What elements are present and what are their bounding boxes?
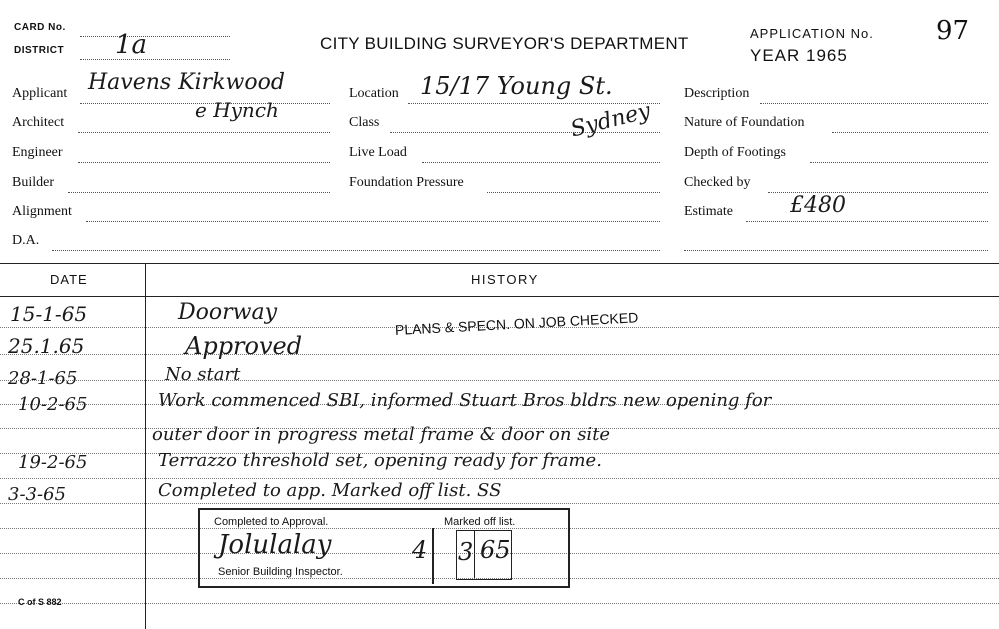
history-date-6: 19-2-65 — [18, 452, 88, 473]
location-value-2: Sydney — [568, 98, 654, 143]
stamp-marked-label: Marked off list. — [444, 516, 516, 528]
history-text-3: No start — [165, 364, 241, 385]
department-title: CITY BUILDING SURVEYOR'S DEPARTMENT — [320, 34, 689, 53]
stamped-note: PLANS & SPECN. ON JOB CHECKED — [394, 309, 639, 338]
stamp-divider — [432, 528, 434, 584]
estimate-label: Estimate — [684, 204, 733, 219]
applicant-label: Applicant — [12, 86, 68, 101]
year-label: YEAR 1965 — [750, 46, 848, 65]
stamp-signature: Jolulalay — [218, 530, 332, 560]
foundation-pressure-label: Foundation Pressure — [349, 175, 464, 190]
applicant-value-1: Havens Kirkwood — [88, 70, 285, 95]
da-label: D.A. — [12, 233, 40, 248]
alignment-label: Alignment — [12, 204, 72, 219]
stamp-month: 3 — [458, 538, 474, 566]
history-date-4: 10-2-65 — [18, 394, 88, 415]
history-text-2: Approved — [185, 332, 303, 360]
architect-label: Architect — [12, 115, 65, 130]
location-label: Location — [349, 86, 399, 101]
card-no-label: CARD No. — [14, 22, 66, 33]
history-date-1: 15-1-65 — [10, 302, 88, 326]
history-text-7: Completed to app. Marked off list. SS — [158, 480, 502, 501]
history-text-1: Doorway — [178, 300, 278, 325]
class-label: Class — [349, 115, 380, 130]
date-header: DATE — [50, 272, 88, 287]
stamp-inspector-label: Senior Building Inspector. — [218, 566, 343, 578]
stamp-year: 65 — [480, 536, 511, 564]
history-date-7: 3-3-65 — [8, 484, 66, 505]
district-value: 1a — [115, 30, 148, 60]
checked-by-label: Checked by — [684, 175, 751, 190]
nature-of-foundation-label: Nature of Foundation — [684, 115, 805, 130]
stamp-day: 4 — [412, 536, 428, 564]
history-date-3: 28-1-65 — [8, 368, 78, 389]
estimate-value: £480 — [790, 193, 846, 218]
history-text-5: outer door in progress metal frame & door on site — [152, 424, 611, 445]
history-date-2: 25.1.65 — [8, 334, 85, 358]
live-load-label: Live Load — [349, 145, 407, 160]
location-value-1: 15/17 Young St. — [420, 72, 613, 100]
stamp-completed-label: Completed to Approval. — [214, 516, 329, 528]
application-no-label: APPLICATION No. — [750, 26, 874, 41]
history-header: HISTORY — [471, 272, 539, 287]
application-no: 97 — [936, 16, 970, 46]
history-text-6: Terrazzo threshold set, opening ready for frame. — [158, 450, 602, 471]
form-code: C of S 882 — [18, 597, 62, 607]
description-label: Description — [684, 86, 750, 101]
builder-label: Builder — [12, 175, 54, 190]
stamp-date-sep — [474, 530, 475, 578]
engineer-label: Engineer — [12, 145, 63, 160]
completion-stamp — [198, 508, 570, 588]
applicant-value-2: e Hynch — [195, 98, 279, 122]
history-text-4: Work commenced SBI, informed Stuart Bros bldrs new opening for — [158, 390, 772, 411]
district-label: DISTRICT — [14, 45, 65, 56]
depth-of-footings-label: Depth of Footings — [684, 145, 786, 160]
